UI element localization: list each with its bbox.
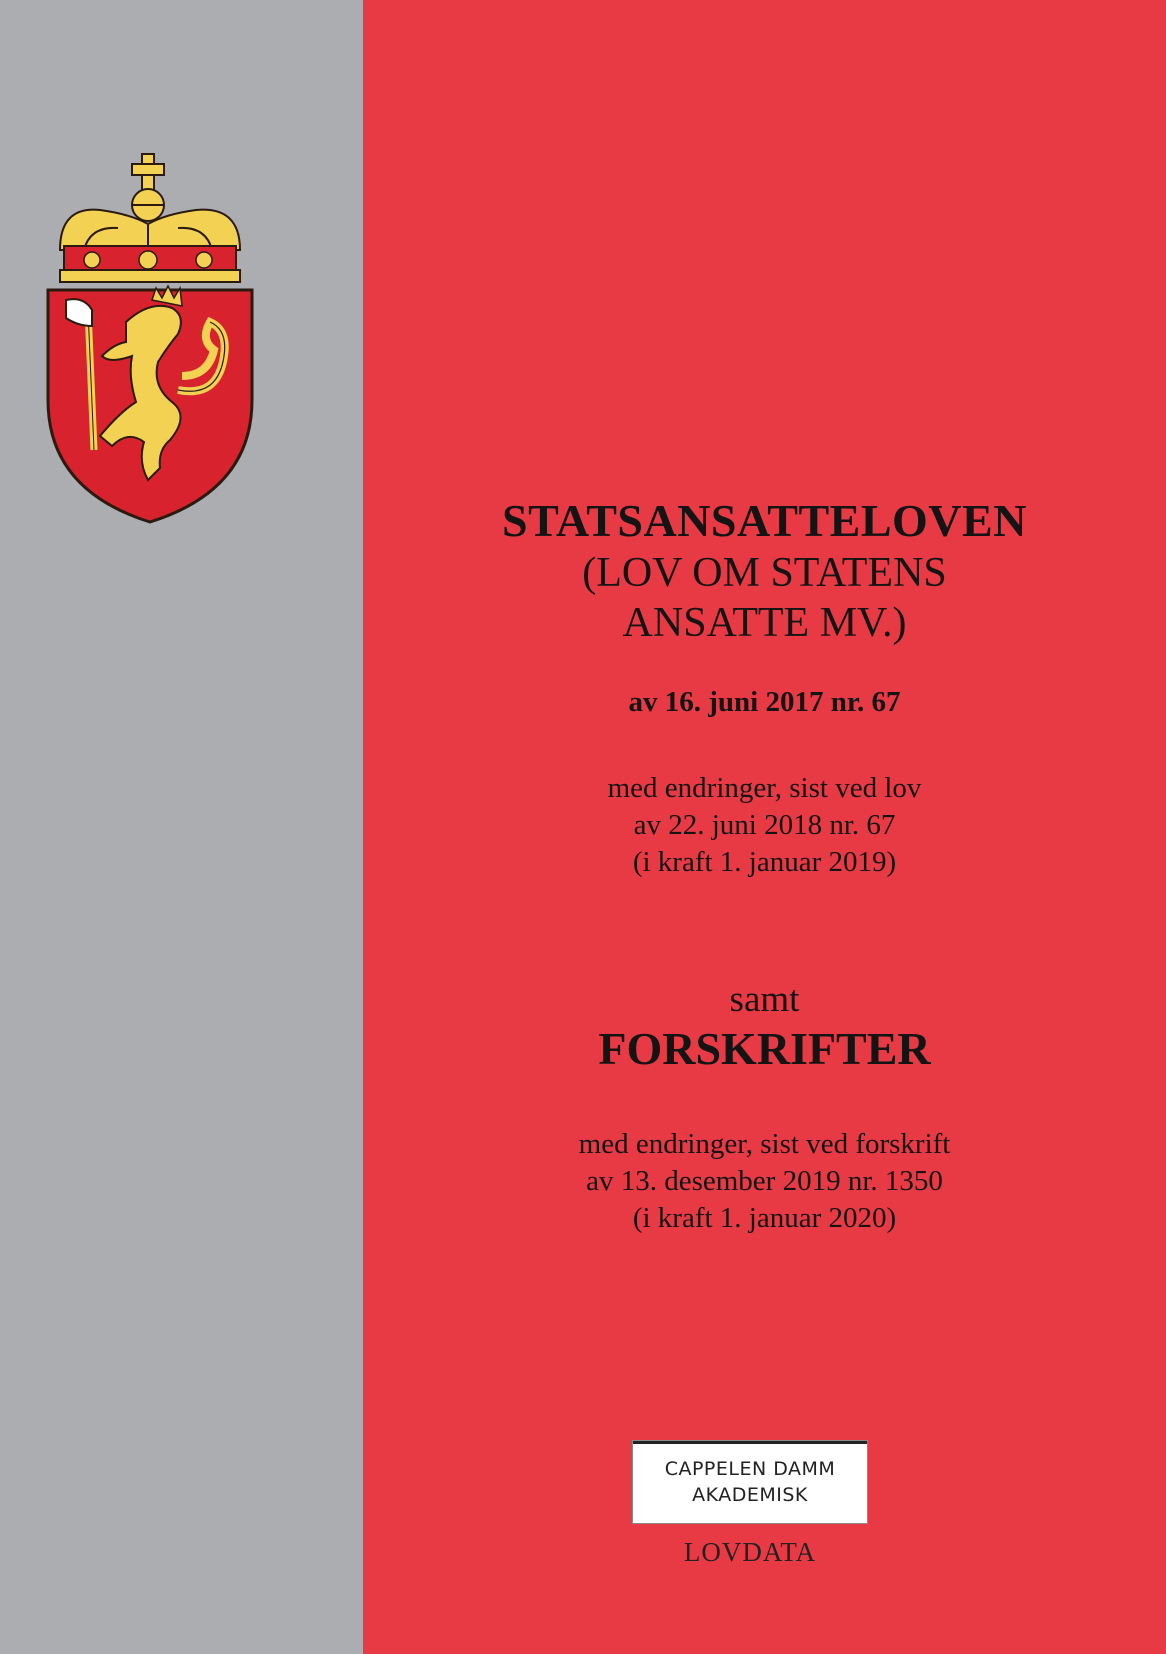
publisher-logo bbox=[632, 1440, 868, 1524]
norwegian-coat-of-arms-icon bbox=[40, 150, 280, 550]
amendment-line: av 22. juni 2018 nr. 67 bbox=[633, 809, 896, 841]
law-subtitle bbox=[363, 548, 1166, 648]
subtitle-line: ANSATTE MV.) bbox=[622, 600, 907, 646]
amendment-line: (i kraft 1. januar 2019) bbox=[632, 846, 897, 878]
publisher-line: CAPPELEN DAMM bbox=[664, 1458, 836, 1480]
amendment-line: av 13. desember 2019 nr. 1350 bbox=[586, 1165, 943, 1197]
samt-label: samt bbox=[729, 979, 800, 1020]
law-amendments bbox=[363, 770, 1166, 881]
law-date: av 16. juni 2017 nr. 67 bbox=[628, 686, 901, 718]
amendment-line: med endringer, sist ved lov bbox=[607, 772, 922, 804]
amendment-line: med endringer, sist ved forskrift bbox=[578, 1128, 951, 1160]
imprint-label: LOVDATA bbox=[683, 1537, 817, 1567]
law-title: STATSANSATTELOVEN bbox=[502, 495, 1027, 546]
forskrifter-heading: FORSKRIFTER bbox=[598, 1023, 931, 1074]
publisher-line: AKADEMISK bbox=[692, 1484, 808, 1506]
subtitle-line: (LOV OM STATENS bbox=[582, 550, 947, 596]
amendment-line: (i kraft 1. januar 2020) bbox=[632, 1202, 897, 1234]
regulation-amendments bbox=[363, 1126, 1166, 1237]
